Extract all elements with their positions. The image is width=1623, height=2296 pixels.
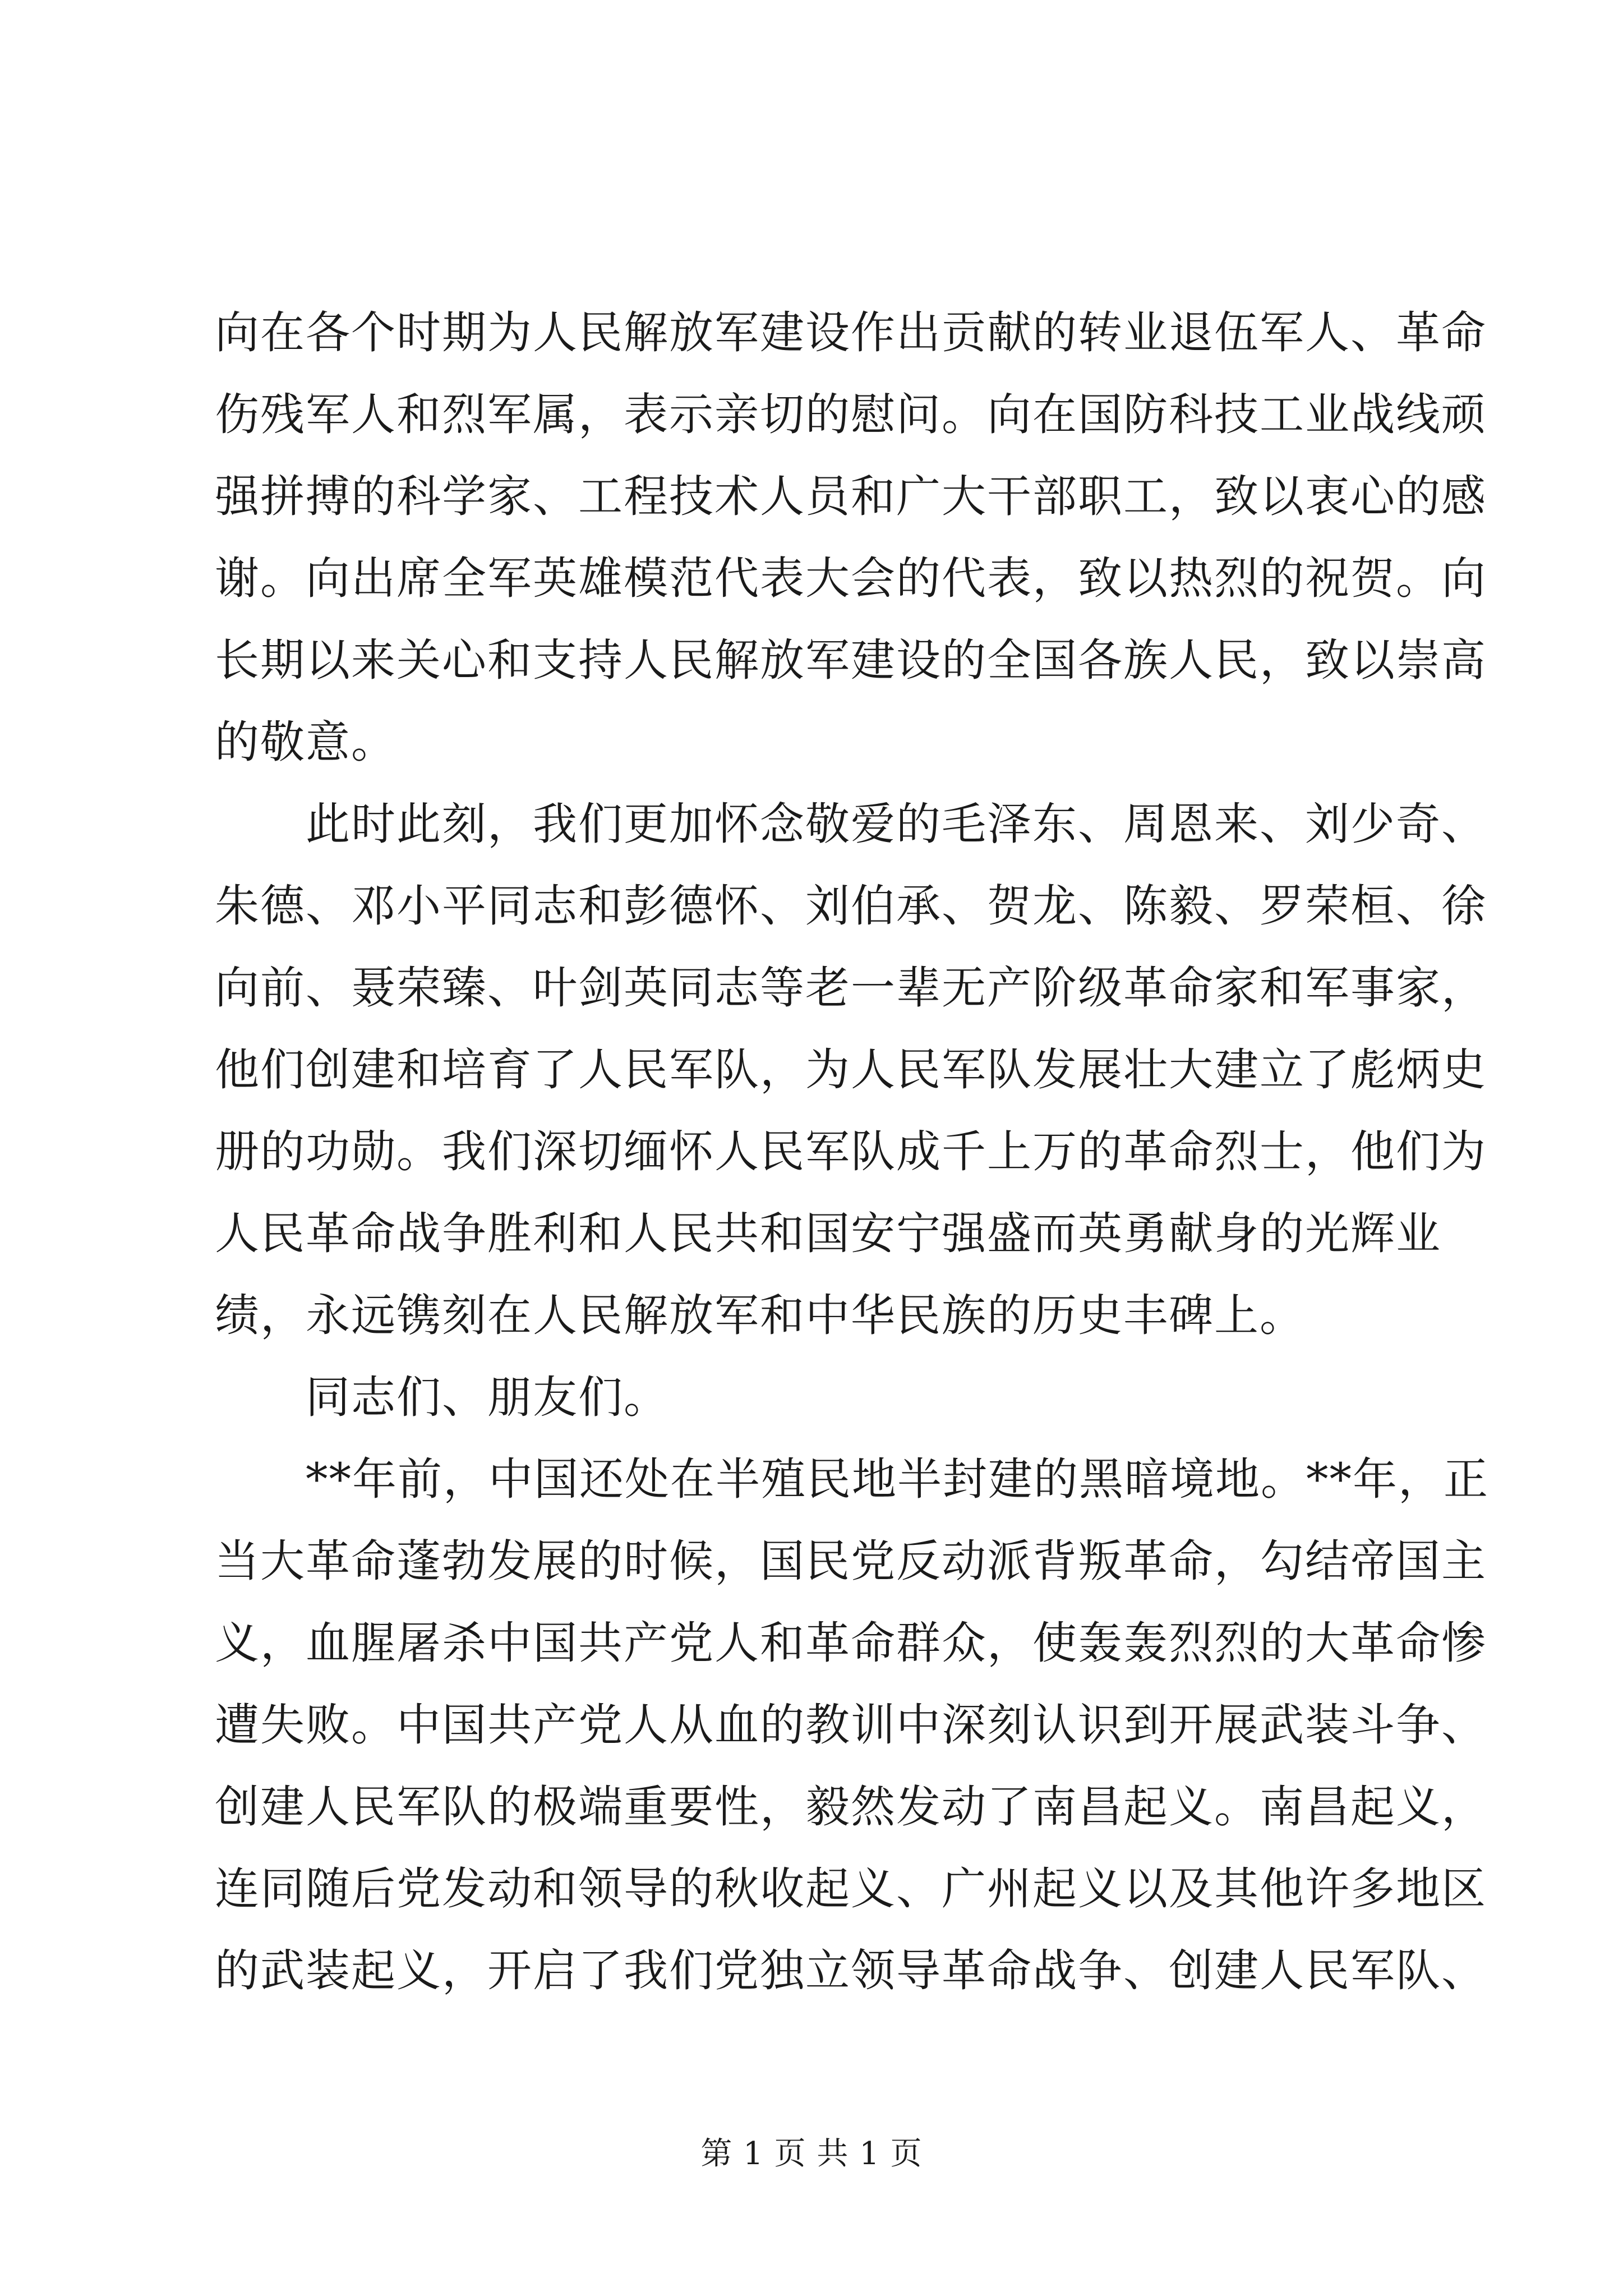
- text-line: 同志们、朋友们。: [215, 1372, 669, 1423]
- text-line: 向前、聂荣臻、叶剑英同志等老一辈无产阶级革命家和军事家，: [215, 962, 1487, 1014]
- text-line: 朱德、邓小平同志和彭德怀、刘伯承、贺龙、陈毅、罗荣桓、徐: [215, 880, 1487, 932]
- text-line: 此时此刻，我们更加怀念敬爱的毛泽东、周恩来、刘少奇、: [215, 798, 1487, 850]
- text-line: 向在各个时期为人民解放军建设作出贡献的转业退伍军人、革命: [215, 307, 1487, 358]
- text-line: 绩，永远镌刻在人民解放军和中华民族的历史丰碑上。: [215, 1290, 1305, 1341]
- text-line: 创建人民军队的极端重要性，毅然发动了南昌起义。南昌起义，: [215, 1781, 1487, 1833]
- text-line: 的敬意。: [215, 716, 396, 768]
- text-line: 连同随后党发动和领导的秋收起义、广州起义以及其他许多地区: [215, 1863, 1487, 1915]
- text-line: 强拼搏的科学家、工程技术人员和广大干部职工，致以衷心的感: [215, 471, 1487, 522]
- text-line: 当大革命蓬勃发展的时候，国民党反动派背叛革命，勾结帝国主: [215, 1535, 1487, 1587]
- page-footer: 第 1 页 共 1 页: [700, 2136, 923, 2172]
- text-line: 的武装起义，开启了我们党独立领导革命战争、创建人民军队、: [215, 1945, 1487, 1996]
- text-line: **年前，中国还处在半殖民地半封建的黑暗境地。**年，正: [215, 1453, 1489, 1505]
- document-body: [215, 292, 1489, 2012]
- text-line: 他们创建和培育了人民军队，为人民军队发展壮大建立了彪炳史: [215, 1044, 1487, 1096]
- text-line: 义，血腥屠杀中国共产党人和革命群众，使轰轰烈烈的大革命惨: [215, 1617, 1487, 1669]
- text-line: 长期以来关心和支持人民解放军建设的全国各族人民，致以崇高: [215, 634, 1487, 686]
- text-line: 遭失败。中国共产党人从血的教训中深刻认识到开展武装斗争、: [215, 1699, 1487, 1751]
- text-line: 册的功勋。我们深切缅怀人民军队成千上万的革命烈士，他们为: [215, 1126, 1487, 1177]
- text-line: 伤残军人和烈军属，表示亲切的慰问。向在国防科技工业战线顽: [215, 389, 1487, 440]
- text-line: 谢。向出席全军英雄模范代表大会的代表，致以热烈的祝贺。向: [215, 553, 1487, 604]
- text-line: 人民革命战争胜利和人民共和国安宁强盛而英勇献身的光辉业: [215, 1208, 1441, 1259]
